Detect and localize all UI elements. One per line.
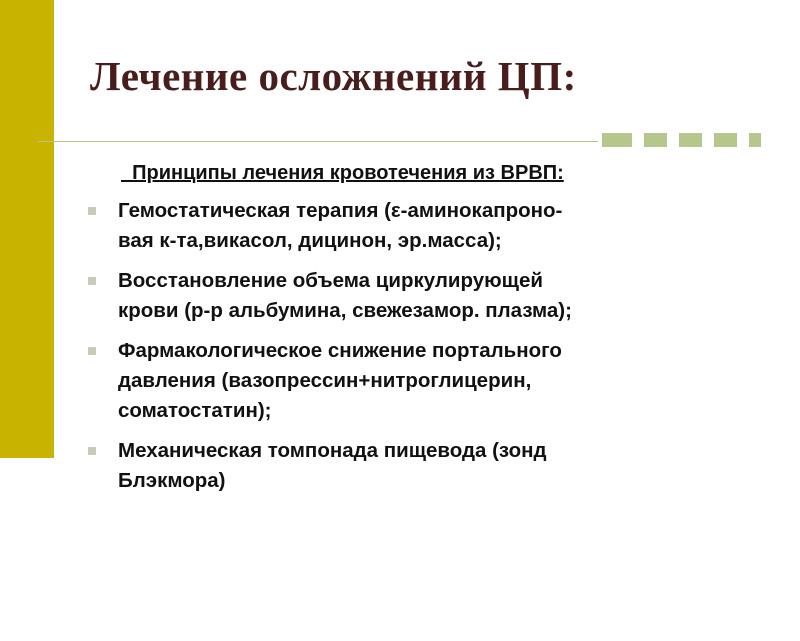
bullet-square-icon bbox=[88, 207, 96, 215]
bullet-square-icon bbox=[88, 347, 96, 355]
bullet-item bbox=[88, 196, 738, 256]
bullet-line: вая к-та,викасол, дицинон, эр.масса); bbox=[118, 229, 502, 252]
bullet-line: Блэкмора) bbox=[118, 469, 226, 492]
bullet-line: соматостатин); bbox=[118, 399, 272, 422]
slide-title: Лечение осложнений ЦП: bbox=[90, 53, 577, 99]
bullet-item bbox=[88, 336, 738, 426]
bullet-item bbox=[88, 266, 738, 326]
divider-line bbox=[38, 141, 598, 142]
divider-gap bbox=[632, 133, 644, 147]
bullet-item bbox=[88, 436, 738, 496]
bullet-line: крови (р-р альбумина, свежезамор. плазма); bbox=[118, 299, 572, 322]
bullet-line: Механическая томпонада пищевода (зонд bbox=[118, 439, 547, 462]
bullet-square-icon bbox=[88, 277, 96, 285]
bullet-line: Восстановление объема циркулирующей bbox=[118, 269, 543, 292]
divider-gap bbox=[702, 133, 714, 147]
accent-bar bbox=[0, 0, 54, 458]
bullet-square-icon bbox=[88, 447, 96, 455]
bullet-line: давления (вазопрессин+нитроглицерин, bbox=[118, 369, 532, 392]
divider-gap bbox=[737, 133, 749, 147]
divider-gap bbox=[667, 133, 679, 147]
slide-subtitle: Принципы лечения кровотечения из ВРВП: bbox=[121, 162, 564, 184]
bullet-line: Гемостатическая терапия (ε-аминокапроно- bbox=[118, 199, 563, 222]
bullet-line: Фармакологическое снижение портального bbox=[118, 339, 562, 362]
bullet-list bbox=[88, 196, 738, 506]
